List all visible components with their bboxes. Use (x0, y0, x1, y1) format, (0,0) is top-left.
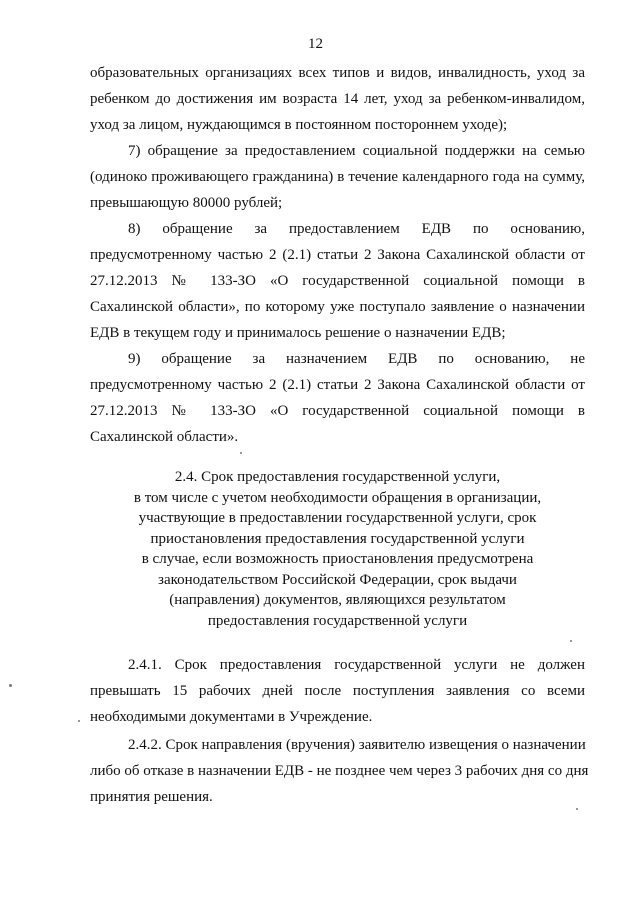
text-line: принятия решения. (90, 789, 213, 805)
text-line: 2.4.2. Срок направления (вручения) заявителю извещения о назначении (128, 737, 586, 753)
heading-line: 2.4. Срок предоставления государственной услуги, (174, 469, 501, 485)
text-line: 27.12.2013 № 133-ЗО «О государственной социальной помощи в (90, 273, 585, 289)
text-line: 7) обращение за предоставлением социальной поддержки на семью (128, 143, 585, 159)
text-line: 27.12.2013 № 133-ЗО «О государственной социальной помощи в (90, 403, 585, 419)
section-heading (90, 467, 585, 631)
text-line: уход за лицом, нуждающимся в постоянном постороннем уходе); (90, 117, 508, 133)
text-line: (одиноко проживающего гражданина) в течение календарного года на сумму, (90, 169, 585, 185)
heading-line: в том числе с учетом необходимости обращения в организации, (133, 489, 542, 506)
paragraph-2-4-1 (90, 652, 585, 730)
heading-line: участвующие в предоставлении государственной услуги, срок (138, 510, 537, 526)
text-line: Сахалинской области». (90, 429, 239, 445)
paragraph-continuation (90, 60, 585, 138)
text-line: предусмотренному частью 2 (2.1) статьи 2 Закона Сахалинской области от (90, 247, 585, 263)
heading-line: (направления) документов, являющихся результатом (169, 592, 506, 608)
text-line: образовательных организациях всех типов и видов, инвалидность, уход за (90, 65, 585, 81)
scan-speck (9, 684, 12, 687)
scan-speck (570, 640, 572, 642)
text-line: необходимыми документами в Учреждение. (90, 709, 373, 725)
paragraph-item-8 (90, 216, 585, 346)
heading-line: законодательством Российской Федерации, срок выдачи (158, 571, 517, 588)
paragraph-item-9 (90, 346, 585, 450)
scan-speck (240, 452, 242, 454)
paragraph-item-7 (90, 138, 585, 216)
text-line: превышающую 80000 рублей; (90, 195, 283, 211)
page-number: 12 (308, 36, 323, 52)
paragraph-2-4-2 (90, 732, 589, 810)
heading-line: в случае, если возможность приостановления предусмотрена (141, 551, 534, 567)
text-line: Сахалинской области», по которому уже поступало заявление о назначении (90, 299, 585, 315)
heading-line: приостановления предоставления государственной услуги (150, 530, 525, 547)
text-line: ребенком до достижения им возраста 14 лет, уход за ребенком-инвалидом, (90, 91, 585, 107)
scan-speck (78, 720, 80, 722)
text-line: 9) обращение за назначением ЕДВ по основанию, не (128, 351, 585, 367)
text-line: ЕДВ в текущем году и принималось решение о назначении ЕДВ; (90, 325, 506, 341)
text-line: 8) обращение за предоставлением ЕДВ по основанию, (128, 221, 585, 237)
text-line: либо об отказе в назначении ЕДВ - не позднее чем через 3 рабочих дня со дня (90, 763, 589, 779)
heading-line: предоставления государственной услуги (207, 612, 468, 629)
scan-speck (576, 808, 578, 810)
text-line: предусмотренному частью 2 (2.1) статьи 2 Закона Сахалинской области от (90, 377, 585, 393)
text-line: 2.4.1. Срок предоставления государственной услуги не должен (128, 657, 585, 673)
text-line: превышать 15 рабочих дней после поступления заявления со всеми (90, 683, 585, 699)
